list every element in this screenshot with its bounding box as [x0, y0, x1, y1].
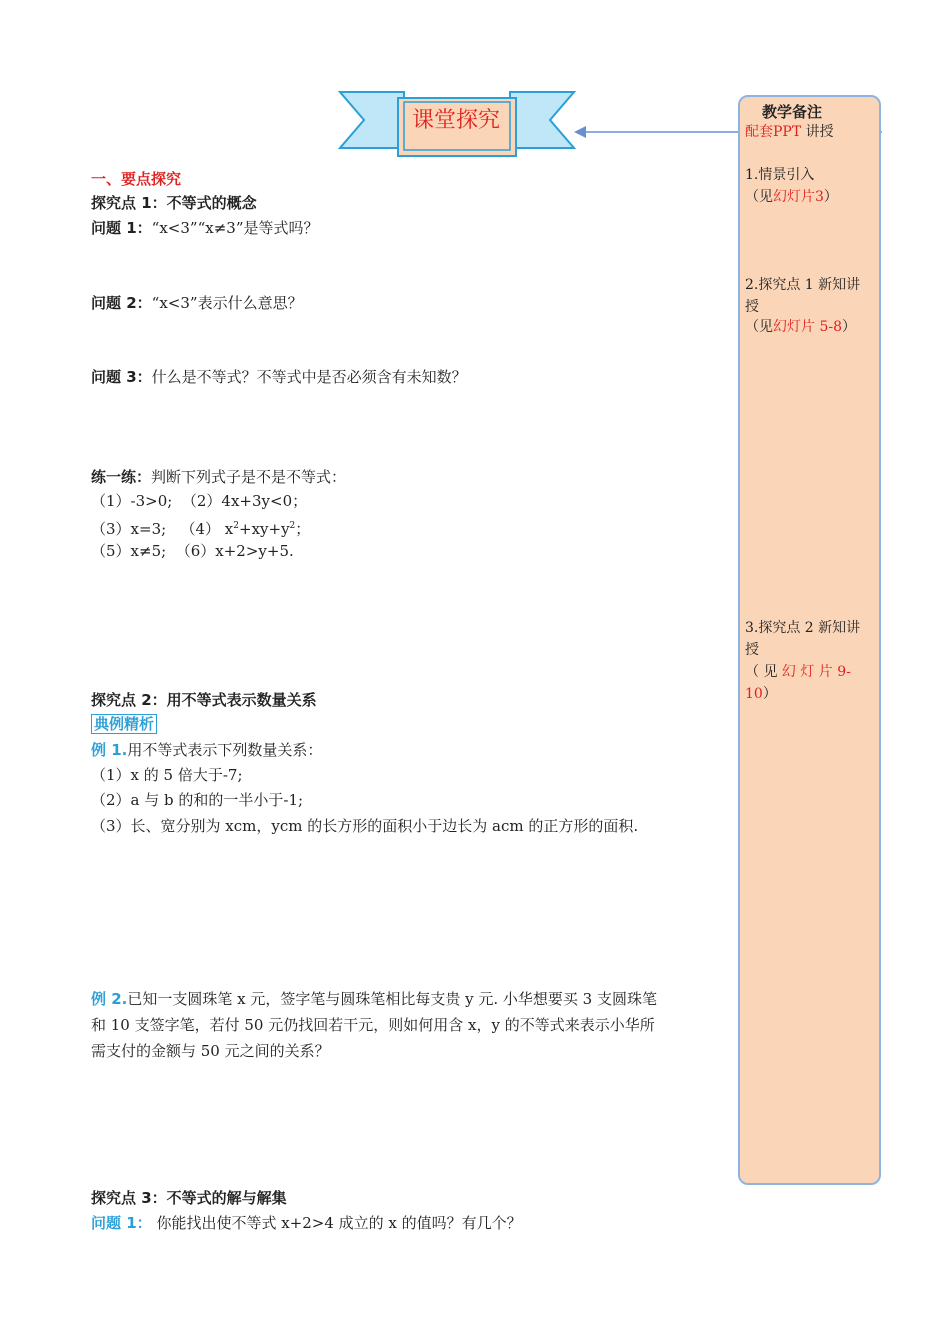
note3-line2: 授 — [745, 642, 759, 658]
practice-item-4-a: （4） x — [180, 520, 234, 538]
q1-text: “x<3”“x≠3”是等式吗？ — [151, 219, 319, 237]
practice-row1 — [91, 491, 307, 511]
practice-item-5: （5）x≠5; — [91, 542, 167, 560]
note3-line3 — [745, 661, 851, 683]
note3-line1: 3.探究点 2 新知讲 — [745, 620, 861, 636]
note3-slide-end: 10 — [745, 686, 763, 702]
practice-item-6: （6）x+2>y+5. — [175, 542, 294, 560]
superscript-2b: 2 — [289, 521, 296, 531]
practice-item-3: （3）x=3; — [91, 520, 167, 538]
note3-close: ） — [762, 686, 777, 702]
practice-item-4-b: +xy+y — [239, 520, 290, 538]
sidebar-title: 教学备注 — [762, 103, 823, 121]
q2-label: 问题 2： — [91, 294, 152, 312]
ppt-note-rest: 讲授 — [805, 124, 834, 140]
note3-slide: 幻 灯 片 9- — [781, 664, 851, 680]
q2-text: “x<3”表示什么意思？ — [151, 294, 303, 312]
practice-item-2: （2）4x+3y<0； — [181, 492, 308, 510]
example2-label: 例 2. — [91, 990, 128, 1008]
note2-close: ） — [842, 319, 856, 335]
note1-close: ） — [823, 189, 838, 205]
q1-label: 问题 1： — [91, 219, 152, 237]
practice-row3 — [91, 541, 294, 561]
superscript-2: 2 — [233, 521, 239, 531]
note2-line3 — [745, 316, 856, 338]
practice-item-4-c: ； — [295, 520, 311, 538]
teaching-notes-panel — [738, 95, 881, 1185]
example2-line2: 和 10 支签字笔，若付 50 元仍找回若干元，则如何用含 x，y 的不等式来表示小华所 — [91, 1016, 655, 1034]
note2-open: （见 — [745, 319, 773, 335]
note2-line1: 2.探究点 1 新知讲 — [745, 277, 861, 293]
example1-item2: （2）a 与 b 的和的一半小于-1; — [91, 791, 304, 809]
note1-slide: 幻灯片3 — [773, 189, 824, 205]
point3-question1 — [91, 1213, 522, 1233]
point1-question3 — [91, 367, 467, 387]
ppt-note — [745, 121, 834, 143]
example2-text1: 已知一支圆珠笔 x 元，签字笔与圆珠笔相比每支贵 y 元. 小华想要买 3 支圆珠笔 — [127, 990, 657, 1008]
note1-open: （见 — [745, 189, 773, 205]
example1-label: 例 1. — [91, 741, 128, 759]
example1-item3: （3）长、宽分别为 xcm，ycm 的长方形的面积小于边长为 acm 的正方形的面积. — [91, 817, 639, 835]
practice-label: 练一练： — [91, 468, 152, 486]
practice-row2 — [91, 516, 310, 539]
point3-q1-text: 你能找出使不等式 x+2>4 成立的 x 的值吗？有几个？ — [151, 1214, 522, 1232]
example-badge — [91, 714, 157, 734]
point1-question1 — [91, 218, 319, 238]
banner-title: 课堂探究 — [411, 108, 500, 133]
note3-open: （ 见 — [745, 664, 782, 680]
point1-question2 — [91, 293, 303, 313]
section-heading: 一、要点探究 — [91, 170, 182, 188]
point1-title: 探究点 1：不等式的概念 — [91, 194, 257, 212]
q3-text: 什么是不等式？不等式中是否必须含有未知数？ — [151, 368, 467, 386]
example2-line1 — [91, 989, 657, 1009]
practice-heading — [91, 467, 346, 487]
note3-line4 — [745, 683, 777, 705]
practice-item-4 — [180, 520, 310, 538]
q3-label: 问题 3： — [91, 368, 152, 386]
point3-title: 探究点 3：不等式的解与解集 — [91, 1189, 287, 1207]
example-badge-text: 典例精析 — [91, 714, 157, 734]
example1-text: 用不等式表示下列数量关系： — [127, 741, 323, 759]
ppt-note-red: 配套PPT — [745, 124, 802, 140]
example1-item1: （1）x 的 5 倍大于-7; — [91, 766, 243, 784]
note1-line2 — [745, 186, 838, 208]
note1-line1: 1.情景引入 — [745, 167, 815, 183]
example2-line3: 需支付的金额与 50 元之间的关系？ — [91, 1042, 330, 1060]
point3-q1-label: 问题 1： — [91, 1214, 152, 1232]
note2-slide: 幻灯片 5-8 — [773, 319, 842, 335]
practice-text: 判断下列式子是不是不等式： — [151, 468, 347, 486]
example1-heading — [91, 740, 322, 760]
practice-item-1: （1）-3>0; — [91, 492, 173, 510]
point2-title: 探究点 2：用不等式表示数量关系 — [91, 691, 317, 709]
note2-line2: 授 — [745, 299, 759, 315]
